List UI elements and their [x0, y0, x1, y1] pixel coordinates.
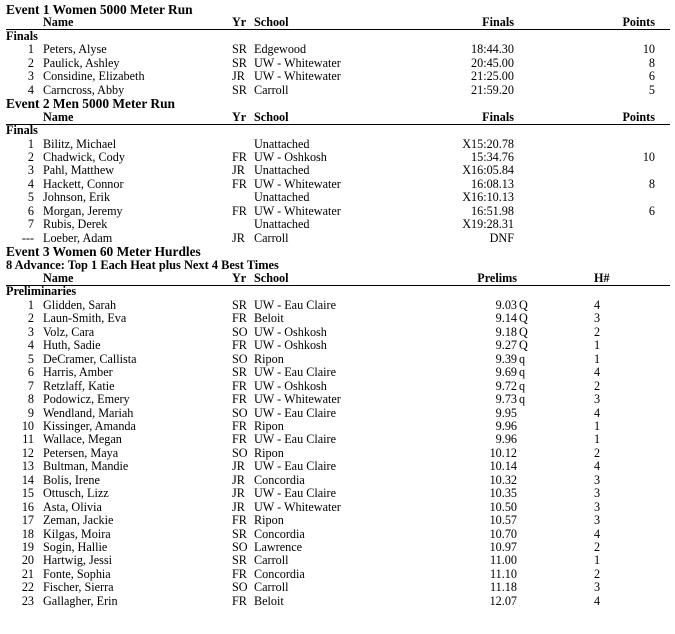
place: 7 — [27, 378, 34, 393]
athlete-name: Fonte, Sophia — [43, 566, 111, 581]
year: SO — [232, 445, 248, 460]
col-name-header: Name — [43, 109, 74, 124]
athlete-name: Peters, Alyse — [43, 42, 107, 57]
school: Carroll — [254, 553, 289, 568]
athlete-name: Gallagher, Erin — [43, 593, 118, 608]
year: JR — [232, 69, 245, 84]
school: UW - Whitewater — [254, 69, 341, 84]
place: 1 — [27, 297, 34, 312]
athlete-name: Paulick, Ashley — [43, 55, 120, 70]
year: JR — [232, 486, 245, 501]
heat-number: 2 — [594, 540, 601, 554]
year: SO — [232, 540, 248, 554]
athlete-name: Huth, Sadie — [43, 338, 101, 353]
athlete-name: Morgan, Jeremy — [43, 203, 123, 218]
heat-number: 1 — [594, 553, 601, 568]
heat-number: 2 — [594, 445, 601, 460]
year: SO — [232, 580, 248, 595]
prelim-time: 9.14 — [495, 311, 517, 326]
table-row — [0, 218, 675, 232]
qualifier-mark: Q — [519, 324, 528, 339]
heat-number: 4 — [594, 297, 601, 312]
heat-number: 4 — [594, 459, 601, 474]
prelim-time: 9.73 — [495, 392, 517, 407]
place: 6 — [27, 203, 34, 218]
place: 1 — [27, 136, 34, 151]
heat-number: 3 — [594, 392, 601, 407]
athlete-name: Johnson, Erik — [43, 190, 111, 205]
place: 17 — [21, 513, 34, 528]
place: 3 — [27, 69, 34, 84]
year: FR — [232, 311, 247, 326]
school: UW - Eau Claire — [254, 365, 337, 380]
final-time: X15:20.78 — [462, 136, 514, 151]
athlete-name: Kilgas, Moira — [43, 526, 111, 541]
athlete-name: Considine, Elizabeth — [43, 69, 145, 84]
table-row — [0, 487, 675, 501]
athlete-name: Ottusch, Lizz — [43, 486, 109, 501]
school: Beloit — [254, 593, 284, 608]
heat-number: 1 — [594, 351, 601, 366]
points: 5 — [648, 82, 655, 97]
place: 21 — [21, 566, 34, 581]
qualifier-mark: Q — [519, 311, 528, 326]
qualifier-mark: Q — [519, 297, 528, 312]
athlete-name: Petersen, Maya — [43, 445, 119, 460]
school: UW - Eau Claire — [254, 405, 337, 420]
points: 10 — [642, 149, 655, 164]
school: Lawrence — [254, 540, 303, 554]
table-row — [0, 433, 675, 447]
prelim-time: 10.57 — [489, 513, 517, 528]
points: 6 — [648, 69, 655, 84]
table-row — [0, 191, 675, 205]
year: FR — [232, 432, 247, 447]
athlete-name: Chadwick, Cody — [43, 149, 125, 164]
final-time: DNF — [489, 230, 514, 245]
year: FR — [232, 338, 247, 353]
heat-number: 3 — [594, 311, 601, 326]
year: FR — [232, 176, 247, 191]
place: 13 — [21, 459, 34, 474]
prelim-time: 11.18 — [490, 580, 517, 595]
athlete-name: Wallace, Megan — [43, 432, 122, 447]
final-time: X19:28.31 — [462, 217, 514, 232]
event-title: Event 3 Women 60 Meter Hurdles — [6, 244, 201, 260]
year: SR — [232, 55, 247, 70]
place: 2 — [27, 149, 34, 164]
place: 9 — [27, 405, 34, 420]
event-title-row — [0, 3, 675, 17]
table-row — [0, 43, 675, 57]
athlete-name: Bilitz, Michael — [43, 136, 117, 151]
prelim-time: 11.10 — [490, 566, 517, 581]
year: SR — [232, 526, 247, 541]
heat-number: 1 — [594, 432, 601, 447]
place: 20 — [21, 553, 34, 568]
athlete-name: Harris, Amber — [43, 365, 113, 380]
prelim-time: 11.00 — [490, 553, 517, 568]
qualifier-mark: Q — [519, 338, 528, 353]
final-time: 21:59.20 — [471, 82, 514, 97]
place: 1 — [27, 42, 34, 57]
place: 10 — [21, 418, 34, 433]
year: FR — [232, 392, 247, 407]
table-row — [0, 366, 675, 380]
year: FR — [232, 203, 247, 218]
table-row — [0, 138, 675, 152]
school: Ripon — [254, 351, 284, 366]
qualifier-mark: q — [519, 365, 526, 380]
qualifier-mark: q — [519, 351, 526, 366]
prelim-time: 9.69 — [495, 365, 517, 380]
final-time: 15:34.76 — [471, 149, 514, 164]
points: 8 — [648, 176, 655, 191]
points: 8 — [648, 55, 655, 70]
col-name-header: Name — [43, 15, 74, 30]
prelim-time: 10.70 — [489, 526, 517, 541]
school: UW - Whitewater — [254, 392, 341, 407]
school: Unattached — [254, 136, 310, 151]
year: FR — [232, 566, 247, 581]
heat-number: 3 — [594, 499, 601, 514]
school: UW - Whitewater — [254, 176, 341, 191]
school: Beloit — [254, 311, 284, 326]
athlete-name: Sogin, Hallie — [43, 540, 108, 554]
heat-number: 1 — [594, 418, 601, 433]
table-row — [0, 326, 675, 340]
school: Ripon — [254, 418, 284, 433]
prelim-time: 9.72 — [495, 378, 517, 393]
col-yr-header: Yr — [232, 271, 247, 285]
school: UW - Whitewater — [254, 499, 341, 514]
place: 2 — [27, 311, 34, 326]
place: 5 — [27, 190, 34, 205]
final-time: X16:10.13 — [462, 190, 514, 205]
col-result-header: Finals — [482, 109, 514, 124]
col-school-header: School — [254, 109, 289, 124]
prelim-time: 9.18 — [495, 324, 517, 339]
athlete-name: Bultman, Mandie — [43, 459, 129, 474]
athlete-name: Bolis, Irene — [43, 472, 100, 487]
prelim-time: 9.95 — [495, 405, 517, 420]
place: 16 — [21, 499, 34, 514]
table-row — [0, 460, 675, 474]
column-header-row — [0, 111, 675, 125]
heat-number: 1 — [594, 338, 601, 353]
event-title: Event 1 Women 5000 Meter Run — [6, 2, 193, 17]
table-row — [0, 514, 675, 528]
table-row — [0, 581, 675, 595]
school: UW - Eau Claire — [254, 297, 337, 312]
year: FR — [232, 593, 247, 608]
school: Concordia — [254, 472, 305, 487]
year: FR — [232, 149, 247, 164]
prelim-time: 10.12 — [489, 445, 517, 460]
year: JR — [232, 499, 245, 514]
school: Unattached — [254, 190, 310, 205]
prelim-time: 9.03 — [495, 297, 517, 312]
col-extra-header: Points — [622, 109, 655, 124]
prelim-time: 9.39 — [495, 351, 517, 366]
year: SO — [232, 405, 248, 420]
event-title-row — [0, 97, 675, 111]
school: UW - Whitewater — [254, 203, 341, 218]
athlete-name: Rubis, Derek — [43, 217, 108, 232]
heat-number: 2 — [594, 324, 601, 339]
school: Carroll — [254, 230, 289, 245]
athlete-name: Glidden, Sarah — [43, 297, 117, 312]
qualifier-mark: q — [519, 378, 526, 393]
prelim-time: 10.97 — [489, 540, 517, 554]
athlete-name: Asta, Olivia — [43, 499, 102, 514]
year: JR — [232, 459, 245, 474]
heat-number: 3 — [594, 472, 601, 487]
school: Unattached — [254, 163, 310, 178]
col-extra-header: H# — [594, 271, 610, 285]
school: Carroll — [254, 82, 289, 97]
athlete-name: Pahl, Matthew — [43, 163, 115, 178]
year: SR — [232, 365, 247, 380]
year: SO — [232, 351, 248, 366]
school: UW - Eau Claire — [254, 486, 337, 501]
heat-number: 3 — [594, 486, 601, 501]
points: 10 — [642, 42, 655, 57]
school: UW - Oshkosh — [254, 378, 327, 393]
year: FR — [232, 418, 247, 433]
table-row — [0, 70, 675, 84]
year: SR — [232, 82, 247, 97]
heat-number: 4 — [594, 526, 601, 541]
school: Edgewood — [254, 42, 307, 57]
final-time: 16:51.98 — [471, 203, 514, 218]
place: 3 — [27, 324, 34, 339]
athlete-name: Zeman, Jackie — [43, 513, 114, 528]
column-header-row — [0, 272, 675, 286]
place: 3 — [27, 163, 34, 178]
table-row — [0, 595, 675, 609]
school: Unattached — [254, 217, 310, 232]
year: SR — [232, 42, 247, 57]
year: JR — [232, 230, 245, 245]
event-title: Event 2 Men 5000 Meter Run — [6, 96, 175, 112]
place: 11 — [22, 432, 34, 447]
athlete-name: Laun-Smith, Eva — [43, 311, 127, 326]
year: SO — [232, 324, 248, 339]
table-row — [0, 339, 675, 353]
event-title-row — [0, 245, 675, 259]
place: 4 — [27, 176, 34, 191]
prelim-time: 9.27 — [495, 338, 517, 353]
school: Ripon — [254, 513, 284, 528]
heat-number: 4 — [594, 593, 601, 608]
place: 4 — [27, 338, 34, 353]
athlete-name: Hackett, Connor — [43, 176, 124, 191]
school: Concordia — [254, 526, 305, 541]
col-yr-header: Yr — [232, 15, 247, 30]
column-header-row — [0, 16, 675, 30]
col-school-header: School — [254, 15, 289, 30]
final-time: 18:44.30 — [471, 42, 514, 57]
place: 22 — [21, 580, 34, 595]
qualifier-mark: q — [519, 392, 526, 407]
heat-number: 2 — [594, 378, 601, 393]
athlete-name: Wendland, Mariah — [43, 405, 134, 420]
col-school-header: School — [254, 271, 289, 285]
prelim-time: 10.35 — [489, 486, 517, 501]
school: UW - Oshkosh — [254, 149, 327, 164]
year: FR — [232, 513, 247, 528]
final-time: 21:25.00 — [471, 69, 514, 84]
place: 6 — [27, 365, 34, 380]
athlete-name: Kissinger, Amanda — [43, 418, 136, 433]
final-time: 16:08.13 — [471, 176, 514, 191]
heat-number: 3 — [594, 580, 601, 595]
final-time: X16:05.84 — [462, 163, 514, 178]
school: UW - Eau Claire — [254, 432, 337, 447]
col-yr-header: Yr — [232, 109, 247, 124]
col-result-header: Finals — [482, 15, 514, 30]
place: --- — [21, 230, 34, 245]
prelim-time: 12.07 — [489, 593, 517, 608]
athlete-name: Hartwig, Jessi — [43, 553, 113, 568]
table-row — [0, 164, 675, 178]
school: UW - Oshkosh — [254, 324, 327, 339]
place: 18 — [21, 526, 34, 541]
section-label: Finals — [6, 28, 38, 43]
place: 19 — [21, 540, 34, 554]
heat-number: 3 — [594, 513, 601, 528]
prelim-time: 9.96 — [495, 418, 517, 433]
heat-number: 2 — [594, 566, 601, 581]
prelim-time: 10.14 — [489, 459, 517, 474]
school: UW - Oshkosh — [254, 338, 327, 353]
school: Carroll — [254, 580, 289, 595]
section-row — [0, 124, 675, 138]
section-label: Finals — [6, 123, 38, 138]
col-extra-header: Points — [622, 15, 655, 30]
place: 15 — [21, 486, 34, 501]
col-name-header: Name — [43, 271, 74, 285]
school: Concordia — [254, 566, 305, 581]
year: SR — [232, 297, 247, 312]
year: JR — [232, 163, 245, 178]
athlete-name: Fischer, Sierra — [43, 580, 114, 595]
place: 4 — [27, 82, 34, 97]
place: 5 — [27, 351, 34, 366]
advance-rule: 8 Advance: Top 1 Each Heat plus Next 4 Best Times — [6, 257, 279, 272]
table-row — [0, 312, 675, 326]
year: FR — [232, 378, 247, 393]
advance-row — [0, 259, 675, 273]
year: JR — [232, 472, 245, 487]
place: 2 — [27, 55, 34, 70]
school: UW - Eau Claire — [254, 459, 337, 474]
table-row — [0, 393, 675, 407]
athlete-name: Loeber, Adam — [43, 230, 113, 245]
place: 23 — [21, 593, 34, 608]
place: 7 — [27, 217, 34, 232]
place: 8 — [27, 392, 34, 407]
final-time: 20:45.00 — [471, 55, 514, 70]
athlete-name: Podowicz, Emery — [43, 392, 130, 407]
col-result-header: Prelims — [477, 271, 517, 285]
prelim-time: 9.96 — [495, 432, 517, 447]
school: UW - Whitewater — [254, 55, 341, 70]
prelim-time: 10.50 — [489, 499, 517, 514]
table-row — [0, 407, 675, 421]
place: 14 — [21, 472, 34, 487]
place: 12 — [21, 445, 34, 460]
athlete-name: DeCramer, Callista — [43, 351, 137, 366]
athlete-name: Retzlaff, Katie — [43, 378, 115, 393]
heat-number: 4 — [594, 365, 601, 380]
athlete-name: Volz, Cara — [43, 324, 95, 339]
heat-number: 4 — [594, 405, 601, 420]
section-label: Preliminaries — [6, 284, 77, 299]
school: Ripon — [254, 445, 284, 460]
points: 6 — [648, 203, 655, 218]
table-row — [0, 554, 675, 568]
prelim-time: 10.32 — [489, 472, 517, 487]
section-row — [0, 285, 675, 299]
year: SR — [232, 553, 247, 568]
athlete-name: Carncross, Abby — [43, 82, 125, 97]
